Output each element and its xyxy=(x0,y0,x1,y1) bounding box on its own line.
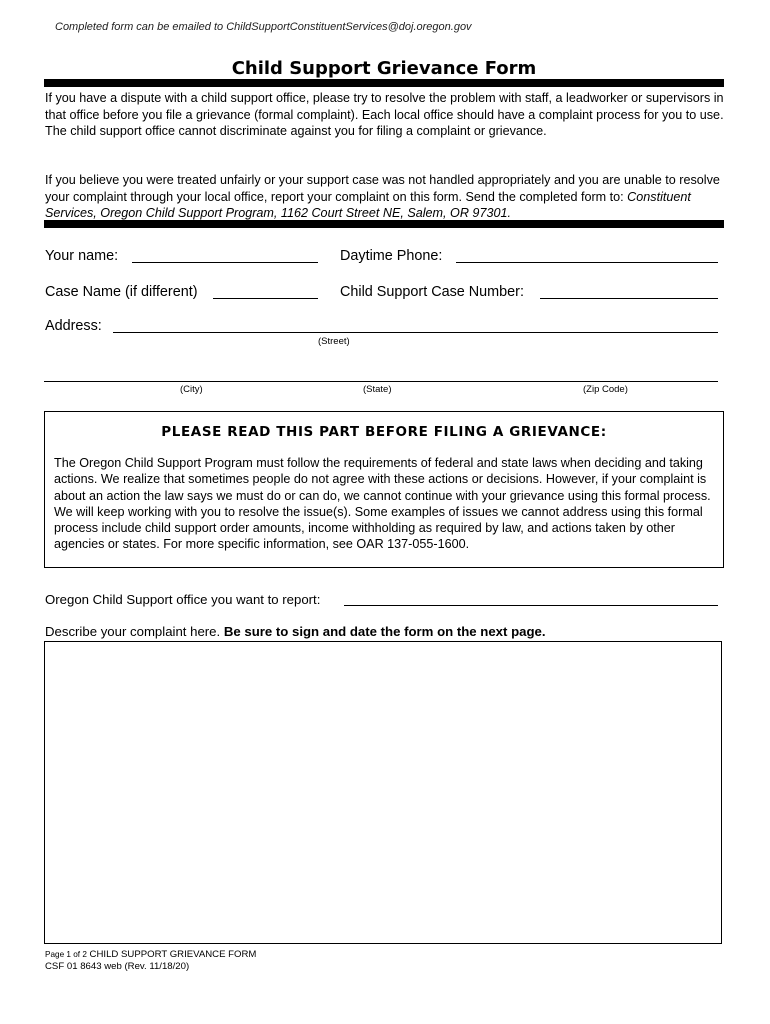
office-field[interactable] xyxy=(344,605,718,606)
describe-label xyxy=(45,624,546,639)
case-name-label: Case Name (if different) xyxy=(45,284,198,300)
case-number-label: Child Support Case Number: xyxy=(340,284,524,300)
city-caption: (City) xyxy=(180,384,203,395)
footer-form-name: CHILD SUPPORT GRIEVANCE FORM xyxy=(86,949,257,960)
your-name-field[interactable] xyxy=(132,262,318,263)
intro-paragraph-1: If you have a dispute with a child support office, please try to resolve the problem with staff, a leadworker or supervisors in that office before you file a grievance (formal complaint). Each local office should have a complaint process for you to use. The child support office cannot discriminate against you for filing a complaint or grievance. xyxy=(45,91,724,139)
case-name-field[interactable] xyxy=(213,298,318,299)
zip-caption: (Zip Code) xyxy=(583,384,628,395)
your-name-label: Your name: xyxy=(45,248,119,264)
sign-date-reminder: Be sure to sign and date the form on the next page. xyxy=(223,624,546,639)
footer xyxy=(45,949,256,973)
case-number-field[interactable] xyxy=(540,298,718,299)
daytime-phone-field[interactable] xyxy=(456,262,718,263)
page-title: Child Support Grievance Form xyxy=(231,58,537,79)
footer-line-1 xyxy=(45,949,256,961)
intro-paragraph-2 xyxy=(45,172,735,222)
street-caption: (Street) xyxy=(318,336,350,347)
complaint-textarea[interactable] xyxy=(44,641,722,944)
notice-box xyxy=(44,411,724,568)
daytime-phone-label: Daytime Phone: xyxy=(340,248,443,264)
email-note: Completed form can be emailed to ChildSupportConstituentServices@doj.oregon.gov xyxy=(55,21,472,33)
city-state-zip-field[interactable] xyxy=(44,381,718,382)
page-number: Page 1 of 2 xyxy=(45,950,87,959)
intro-paragraph-2-text: If you believe you were treated unfairly or your support case was not handled appropriately and you are unable to resolve your complaint through your local office, report your complaint on this form. Send the completed form to: xyxy=(45,173,720,204)
street-field[interactable] xyxy=(113,332,718,333)
mailing-address: Constituent Services, Oregon Child Support Program, 1162 Court Street NE, Salem, OR 97301. xyxy=(45,189,691,221)
footer-form-id: CSF 01 8643 web (Rev. 11/18/20) xyxy=(45,961,190,972)
address-label: Address: xyxy=(45,318,102,334)
notice-title: PLEASE READ THIS PART BEFORE FILING A GRIEVANCE: xyxy=(161,424,607,440)
title-rule xyxy=(44,79,724,87)
office-label: Oregon Child Support office you want to report: xyxy=(45,592,321,607)
notice-body: The Oregon Child Support Program must follow the requirements of federal and state laws when deciding and taking actions. We realize that sometimes people do not agree with these actions or decisions. However, if your complaint is about an action the law says we must do or can do, we cannot continue with your grievance using this formal process. We will keep working with you to resolve the issue(s). Some examples of issues we cannot address using this formal process include child support order amounts, income withholding as required by law, and actions taken by other agencies or states. For more specific information, see OAR 137-055-1600. xyxy=(54,456,711,552)
state-caption: (State) xyxy=(363,384,392,395)
describe-text: Describe your complaint here. xyxy=(45,624,224,639)
section-rule xyxy=(44,220,724,228)
